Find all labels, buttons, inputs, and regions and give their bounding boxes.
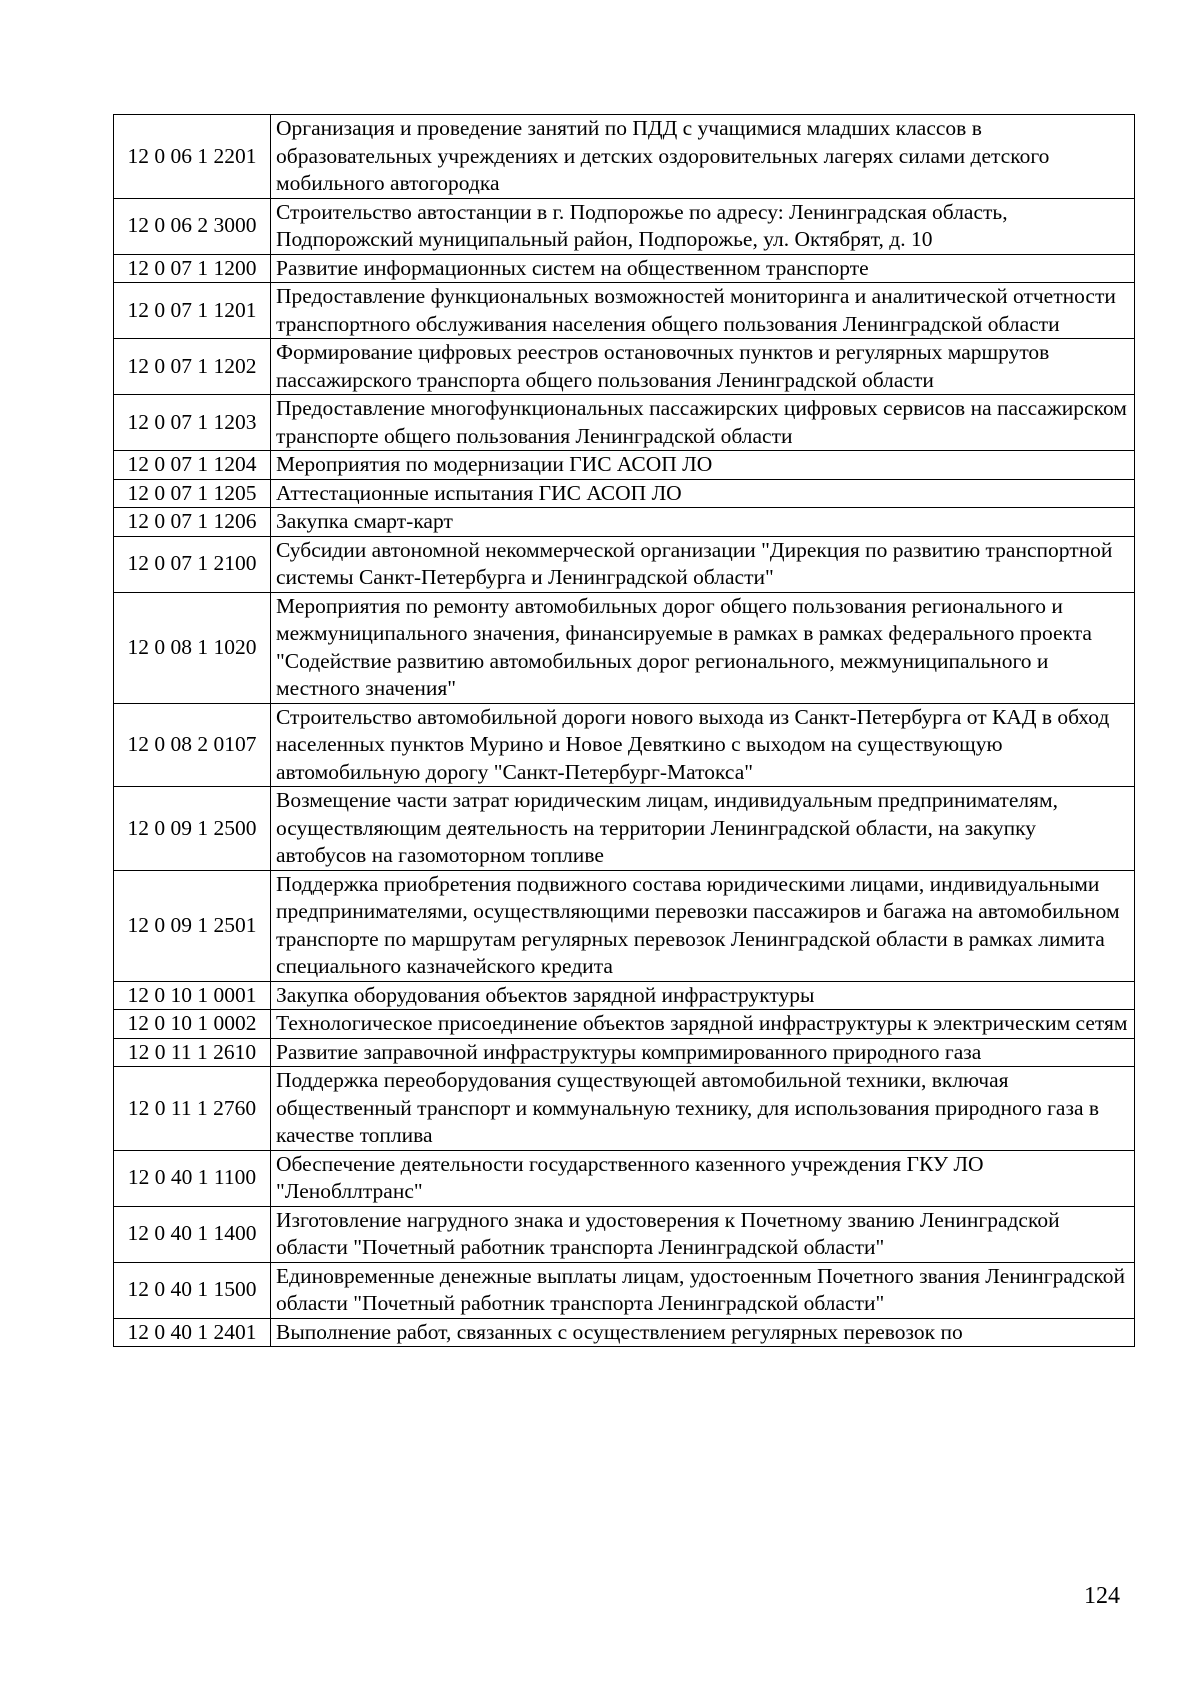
row-description: Закупка оборудования объектов зарядной инфраструктуры: [271, 981, 1135, 1010]
row-code: 12 0 08 2 0107: [114, 703, 271, 787]
row-code: 12 0 07 1 1206: [114, 508, 271, 537]
table-row: [114, 451, 1135, 480]
table-row: [114, 395, 1135, 451]
row-description: Аттестационные испытания ГИС АСОП ЛО: [271, 479, 1135, 508]
table-row: [114, 1150, 1135, 1206]
row-description: Обеспечение деятельности государственного казенного учреждения ГКУ ЛО "Ленобллтранс": [271, 1150, 1135, 1206]
row-description: Технологическое присоединение объектов зарядной инфраструктуры к электрическим сетям: [271, 1010, 1135, 1039]
row-description: Организация и проведение занятий по ПДД с учащимися младших классов в образовательных учреждениях и детских оздоровительных лагерях силами детского мобильного автогородка: [271, 115, 1135, 199]
table-row: [114, 1262, 1135, 1318]
budget-codes-table: [113, 114, 1135, 1347]
row-description: Предоставление многофункциональных пассажирских цифровых сервисов на пассажирском транспорте общего пользования Ленинградской области: [271, 395, 1135, 451]
table-row: [114, 1038, 1135, 1067]
table-row: [114, 115, 1135, 199]
row-code: 12 0 07 1 1204: [114, 451, 271, 480]
table-row: [114, 592, 1135, 703]
row-code: 12 0 07 1 1203: [114, 395, 271, 451]
table-row: [114, 1067, 1135, 1151]
table-row: [114, 254, 1135, 283]
row-code: 12 0 07 1 1200: [114, 254, 271, 283]
row-code: 12 0 40 1 1100: [114, 1150, 271, 1206]
row-code: 12 0 07 1 1201: [114, 283, 271, 339]
table-row: [114, 198, 1135, 254]
table-row: [114, 870, 1135, 981]
table-row: [114, 1206, 1135, 1262]
row-code: 12 0 11 1 2610: [114, 1038, 271, 1067]
table-row: [114, 981, 1135, 1010]
row-description: Возмещение части затрат юридическим лицам, индивидуальным предпринимателям, осуществляющим деятельность на территории Ленинградской области, на закупку автобусов на газомоторном топливе: [271, 787, 1135, 871]
row-code: 12 0 10 1 0001: [114, 981, 271, 1010]
row-code: 12 0 08 1 1020: [114, 592, 271, 703]
table-row: [114, 536, 1135, 592]
row-description: Предоставление функциональных возможностей мониторинга и аналитической отчетности транспортного обслуживания населения общего пользования Ленинградской области: [271, 283, 1135, 339]
row-description: Единовременные денежные выплаты лицам, удостоенным Почетного звания Ленинградской области "Почетный работник транспорта Ленинградской области": [271, 1262, 1135, 1318]
row-description: Развитие заправочной инфраструктуры компримированного природного газа: [271, 1038, 1135, 1067]
table-body: [114, 115, 1135, 1347]
row-code: 12 0 09 1 2501: [114, 870, 271, 981]
row-code: 12 0 06 1 2201: [114, 115, 271, 199]
row-description: Закупка смарт-карт: [271, 508, 1135, 537]
row-description: Поддержка приобретения подвижного состава юридическими лицами, индивидуальными предпринимателями, осуществляющими перевозки пассажиров и багажа на автомобильном транспорте по маршрутам регулярных перевозок Ленинградской области в рамках лимита специального казначейского кредита: [271, 870, 1135, 981]
row-code: 12 0 09 1 2500: [114, 787, 271, 871]
row-code: 12 0 40 1 2401: [114, 1318, 271, 1347]
row-description: Поддержка переоборудования существующей автомобильной техники, включая общественный транспорт и коммунальную технику, для использования природного газа в качестве топлива: [271, 1067, 1135, 1151]
row-code: 12 0 40 1 1500: [114, 1262, 271, 1318]
row-code: 12 0 07 1 1205: [114, 479, 271, 508]
table-row: [114, 703, 1135, 787]
page-number: 124: [1084, 1583, 1120, 1609]
table-row: [114, 479, 1135, 508]
table-row: [114, 339, 1135, 395]
table-row: [114, 508, 1135, 537]
table-row: [114, 1318, 1135, 1347]
row-description: Мероприятия по ремонту автомобильных дорог общего пользования регионального и межмуниципального значения, финансируемые в рамках в рамках федерального проекта "Содействие развитию автомобильных дорог регионального, межмуниципального и местного значения": [271, 592, 1135, 703]
row-code: 12 0 06 2 3000: [114, 198, 271, 254]
table-row: [114, 1010, 1135, 1039]
row-code: 12 0 07 1 2100: [114, 536, 271, 592]
table-row: [114, 787, 1135, 871]
row-description: Выполнение работ, связанных с осуществлением регулярных перевозок по: [271, 1318, 1135, 1347]
row-description: Строительство автостанции в г. Подпорожье по адресу: Ленинградская область, Подпорожский муниципальный район, Подпорожье, ул. Октябрят, д. 10: [271, 198, 1135, 254]
row-description: Мероприятия по модернизации ГИС АСОП ЛО: [271, 451, 1135, 480]
row-description: Субсидии автономной некоммерческой организации "Дирекция по развитию транспортной системы Санкт-Петербурга и Ленинградской области": [271, 536, 1135, 592]
row-code: 12 0 07 1 1202: [114, 339, 271, 395]
row-description: Формирование цифровых реестров остановочных пунктов и регулярных маршрутов пассажирского транспорта общего пользования Ленинградской области: [271, 339, 1135, 395]
row-code: 12 0 40 1 1400: [114, 1206, 271, 1262]
row-code: 12 0 10 1 0002: [114, 1010, 271, 1039]
row-description: Изготовление нагрудного знака и удостоверения к Почетному званию Ленинградской области "Почетный работник транспорта Ленинградской области": [271, 1206, 1135, 1262]
row-description: Строительство автомобильной дороги нового выхода из Санкт-Петербурга от КАД в обход населенных пунктов Мурино и Новое Девяткино с выходом на существующую автомобильную дорогу "Санкт-Петербург-Матокса": [271, 703, 1135, 787]
table-row: [114, 283, 1135, 339]
row-code: 12 0 11 1 2760: [114, 1067, 271, 1151]
row-description: Развитие информационных систем на общественном транспорте: [271, 254, 1135, 283]
